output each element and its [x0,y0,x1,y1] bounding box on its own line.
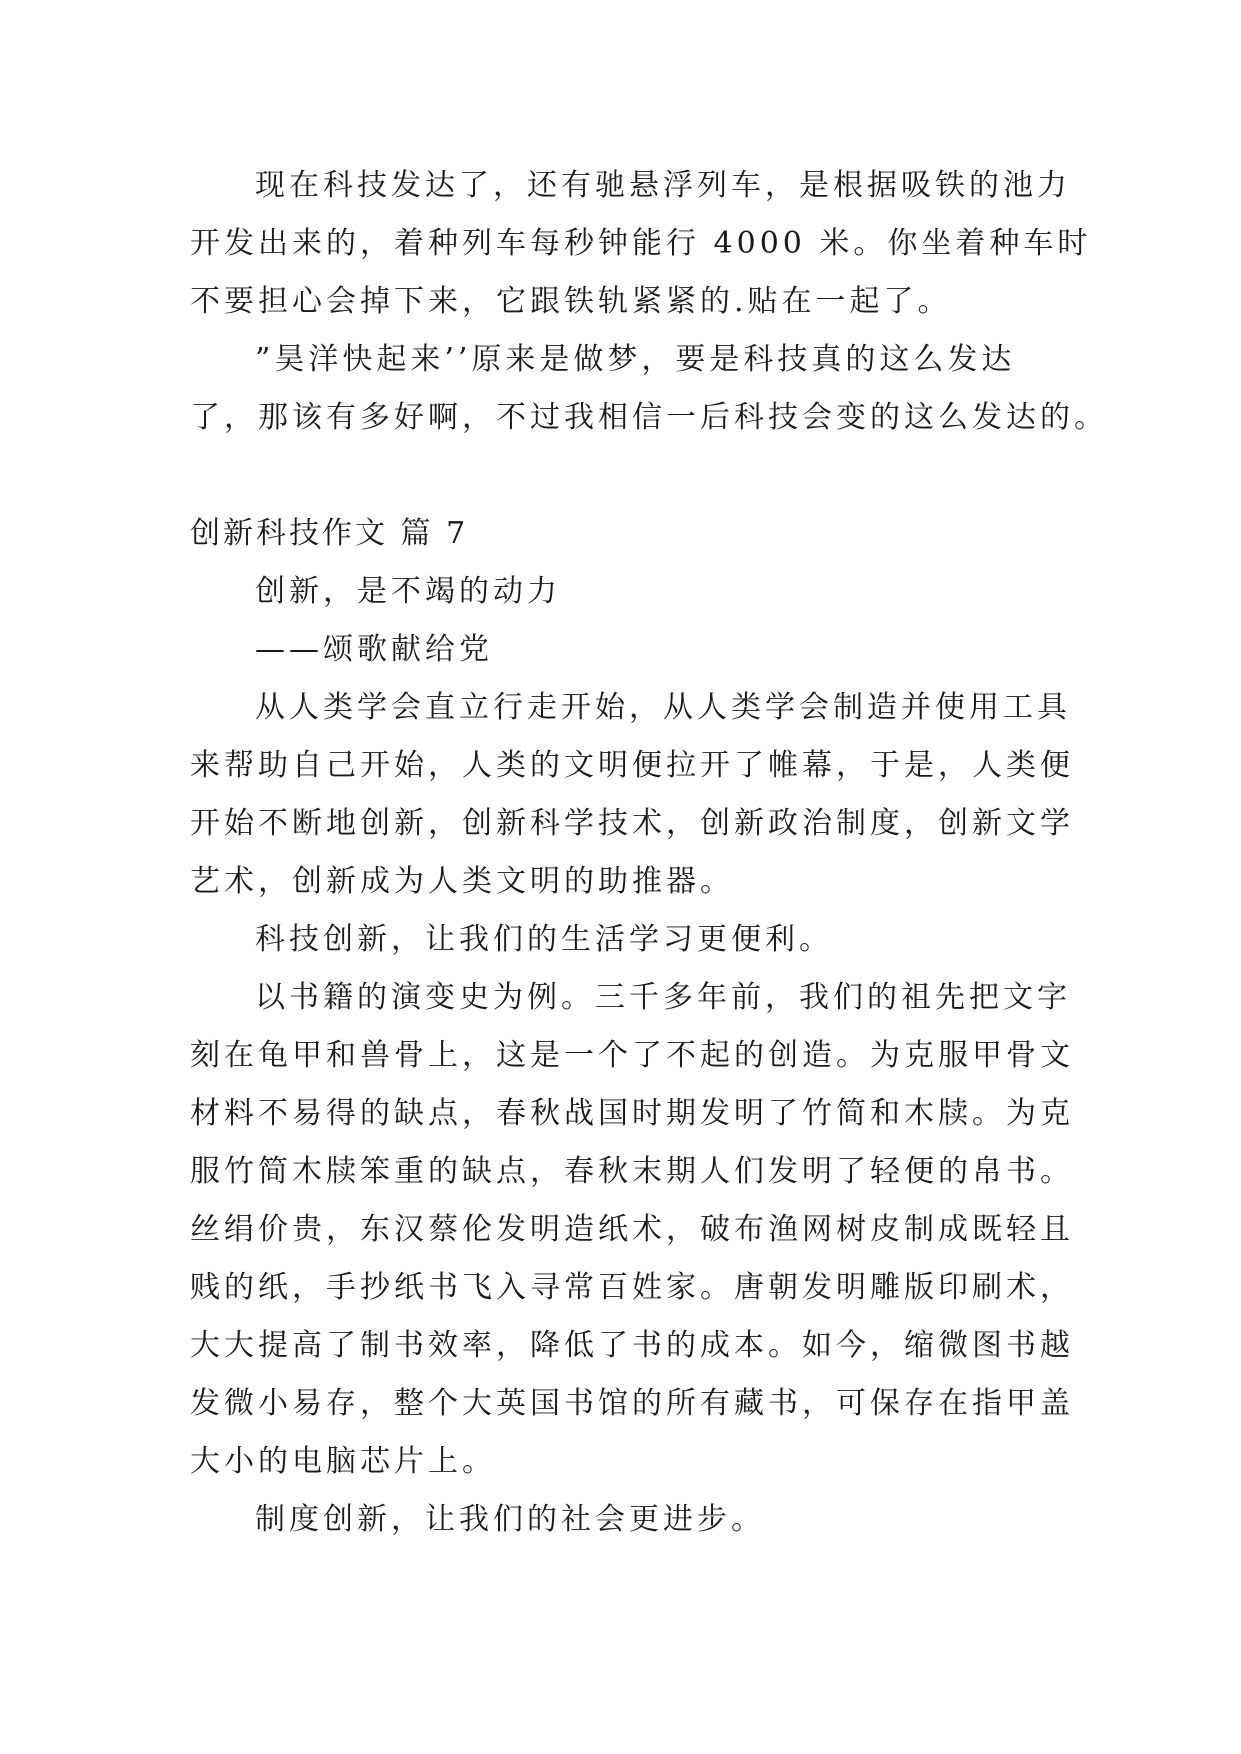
paragraph-line: 贱的纸，手抄纸书飞入寻常百姓家。唐朝发明雕版印刷术， [190,1270,1074,1305]
paragraph-line: 科技创新，让我们的生活学习更便利。 [255,922,833,957]
essay-subtitle: ——颂歌献给党 [255,632,493,667]
paragraph-line: 服竹简木牍笨重的缺点，春秋末期人们发明了轻便的帛书。 [190,1154,1074,1189]
paragraph-line: 大小的电脑芯片上。 [190,1444,496,1479]
paragraph-line: 艺术，创新成为人类文明的助推器。 [190,864,734,899]
paragraph-line: 从人类学会直立行走开始，从人类学会制造并使用工具 [255,690,1071,725]
paragraph-line: 刻在龟甲和兽骨上，这是一个了不起的创造。为克服甲骨文 [190,1038,1074,1073]
essay-title: 创新，是不竭的动力 [255,574,561,609]
paragraph-line: 大大提高了制书效率，降低了书的成本。如今，缩微图书越 [190,1328,1074,1363]
paragraph-line: 现在科技发达了，还有驰悬浮列车，是根据吸铁的池力 [255,168,1071,203]
paragraph-line: 丝绢价贵，东汉蔡伦发明造纸术，破布渔网树皮制成既轻且 [190,1212,1074,1247]
paragraph-line: 材料不易得的缺点，春秋战国时期发明了竹简和木牍。为克 [190,1096,1074,1131]
paragraph-line: 了，那该有多好啊，不过我相信一后科技会变的这么发达的。 [190,400,1108,435]
paragraph-line: 开发出来的，着种列车每秒钟能行 4000 米。你坐着种车时 [190,226,1092,261]
section-heading: 创新科技作文 篇 7 [190,516,469,551]
paragraph-line: 制度创新，让我们的社会更进步。 [255,1502,765,1537]
paragraph-line: 发微小易存，整个大英国书馆的所有藏书，可保存在指甲盖 [190,1386,1074,1421]
paragraph-line: 来帮助自己开始，人类的文明便拉开了帷幕，于是，人类便 [190,748,1074,783]
paragraph-line: 开始不断地创新，创新科学技术，创新政治制度，创新文学 [190,806,1074,841]
paragraph-line: 不要担心会掉下来，它跟铁轨紧紧的.贴在一起了。 [190,284,952,319]
paragraph-line: 以书籍的演变史为例。三千多年前，我们的祖先把文字 [255,980,1071,1015]
paragraph-line: ”昊洋快起来’’原来是做梦，要是科技真的这么发达 [255,342,1016,377]
